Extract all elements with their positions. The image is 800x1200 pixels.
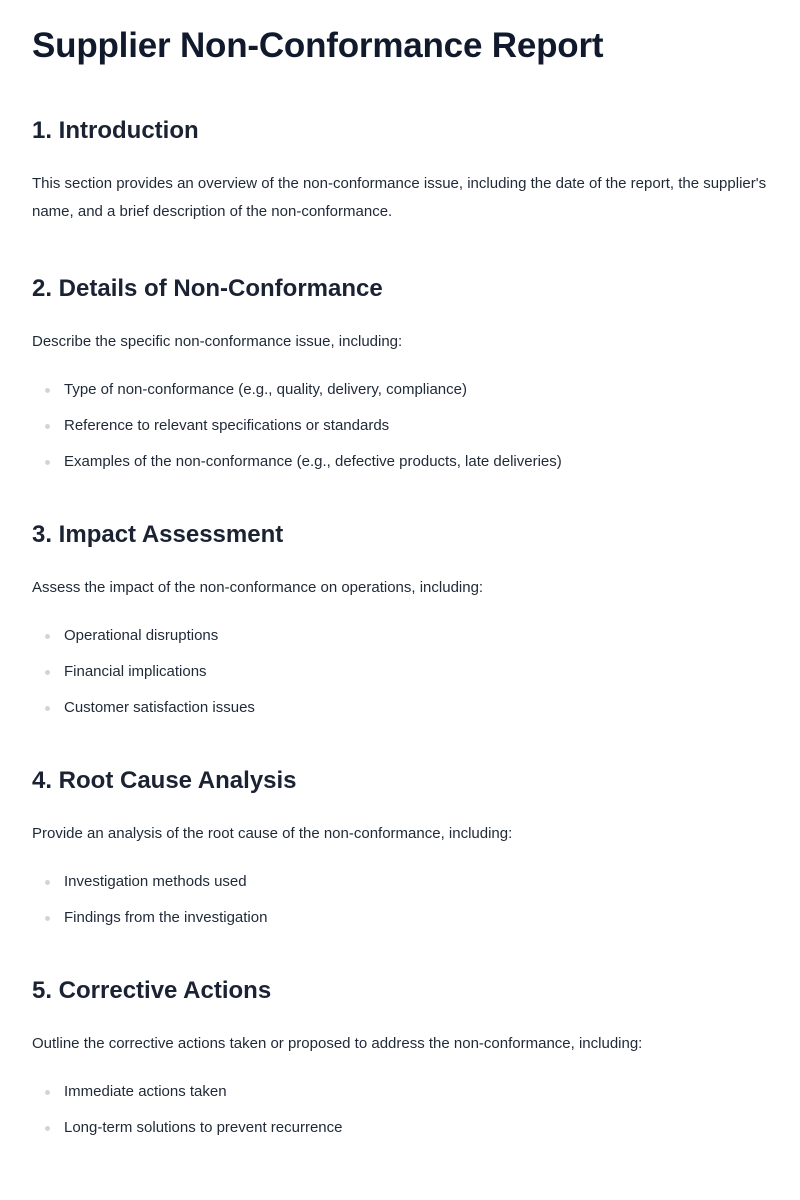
section-body: Outline the corrective actions taken or proposed to address the non-conformance, including: bbox=[32, 1035, 643, 1052]
section-corrective-actions bbox=[32, 976, 768, 1152]
list-item-text: Reference to relevant specifications or standards bbox=[64, 417, 390, 434]
bullet-icon bbox=[45, 670, 50, 675]
list-item bbox=[32, 378, 768, 414]
section-heading: 3. Impact Assessment bbox=[32, 521, 284, 548]
section-heading: 1. Introduction bbox=[32, 117, 199, 144]
bullet-icon bbox=[45, 880, 50, 885]
bullet-icon bbox=[45, 460, 50, 465]
list-item-text: Immediate actions taken bbox=[64, 1083, 227, 1100]
list-item bbox=[32, 906, 768, 942]
list-item-text: Financial implications bbox=[64, 663, 207, 680]
list-item-text: Examples of the non-conformance (e.g., defective products, late deliveries) bbox=[64, 453, 562, 470]
section-body: Describe the specific non-conformance issue, including: bbox=[32, 333, 403, 350]
list-item bbox=[32, 660, 768, 696]
list-item bbox=[32, 414, 768, 450]
list-item-text: Type of non-conformance (e.g., quality, delivery, compliance) bbox=[64, 381, 467, 398]
bullet-icon bbox=[45, 388, 50, 393]
section-impact-assessment bbox=[32, 520, 768, 732]
bullet-icon bbox=[45, 1090, 50, 1095]
bullet-icon bbox=[45, 916, 50, 921]
section-body: Assess the impact of the non-conformance on operations, including: bbox=[32, 579, 484, 596]
bullet-list bbox=[32, 624, 768, 732]
bullet-list bbox=[32, 1080, 768, 1152]
list-item-text: Findings from the investigation bbox=[64, 909, 268, 926]
list-item bbox=[32, 1080, 768, 1116]
page-title: Supplier Non-Conformance Report bbox=[32, 26, 604, 65]
list-item bbox=[32, 450, 768, 486]
bullet-icon bbox=[45, 706, 50, 711]
section-body: Provide an analysis of the root cause of the non-conformance, including: bbox=[32, 825, 513, 842]
section-heading: 2. Details of Non-Conformance bbox=[32, 275, 383, 302]
bullet-icon bbox=[45, 634, 50, 639]
section-introduction bbox=[32, 116, 768, 226]
section-root-cause-analysis bbox=[32, 766, 768, 942]
bullet-icon bbox=[45, 424, 50, 429]
list-item bbox=[32, 696, 768, 732]
list-item bbox=[32, 870, 768, 906]
section-heading: 5. Corrective Actions bbox=[32, 977, 272, 1004]
list-item bbox=[32, 624, 768, 660]
section-body: This section provides an overview of the non-conformance issue, including the date of the report, the supplier's name, and a brief description of the non-conformance. bbox=[32, 175, 767, 220]
list-item-text: Investigation methods used bbox=[64, 873, 247, 890]
list-item-text: Operational disruptions bbox=[64, 627, 219, 644]
list-item-text: Customer satisfaction issues bbox=[64, 699, 255, 716]
list-item-text: Long-term solutions to prevent recurrence bbox=[64, 1119, 343, 1136]
list-item bbox=[32, 1116, 768, 1152]
section-heading: 4. Root Cause Analysis bbox=[32, 767, 297, 794]
bullet-icon bbox=[45, 1126, 50, 1131]
section-details bbox=[32, 274, 768, 486]
bullet-list bbox=[32, 870, 768, 942]
bullet-list bbox=[32, 378, 768, 486]
